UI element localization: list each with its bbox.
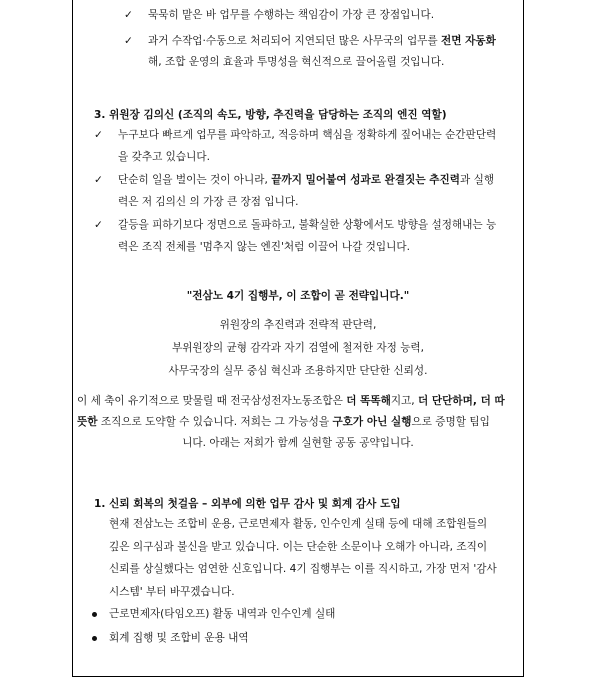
check-icon: ✓ (124, 9, 133, 21)
slogan-block (73, 289, 523, 378)
sec3-item-2-cont: 력은 저 김의신 의 가장 큰 장점 입니다. (118, 196, 299, 208)
section-heading-3: 3. 위원장 김의신 (조직의 속도, 방향, 추진력을 담당하는 조직의 엔진 역할) (94, 109, 447, 121)
sec3-item-3-cont: 력은 조직 전체를 '멈추지 않는 엔진'처럼 이끌어 나갈 것입니다. (118, 241, 410, 253)
pledge-body-line-1: 현재 전삼노는 조합비 운용, 근로면제자 활동, 인수인계 실태 등에 대해 조합원들의 (109, 518, 488, 530)
check-item-2-cont: 해, 조합 운영의 효율과 투명성을 혁신적으로 끌어올릴 것입니다. (148, 56, 445, 68)
sec3-item-1-cont: 을 갖추고 있습니다. (118, 151, 210, 163)
slogan-line-1: 위원장의 추진력과 전략적 판단력, (219, 319, 377, 331)
pledge-body-line-4: 시스템' 부터 바꾸겠습니다. (109, 586, 235, 598)
pledge-body-line-2: 깊은 의구심과 불신을 받고 있습니다. 이는 단순한 소문이나 오해가 아니라, 조직이 (109, 541, 488, 553)
check-icon: ✓ (94, 219, 103, 231)
sec3-item-2: 단순히 일을 벌이는 것이 아니라, 끝까지 밀어붙여 성과로 완결짓는 추진력과 실행 (118, 174, 495, 186)
intro-line-2: 뜻한 조직으로 도약할 수 있습니다. 저희는 그 가능성을 구호가 아닌 실행으로 증명할 팀입 (77, 416, 490, 428)
check-icon: ✓ (124, 35, 133, 47)
intro-line-1: 이 세 축이 유기적으로 맞물릴 때 전국삼성전자노동조합은 더 똑똑해지고, 더 단단하며, 더 따 (77, 395, 505, 407)
sec3-item-3: 갈등을 피하기보다 정면으로 돌파하고, 불확실한 상황에서도 방향을 설정해내는 능 (118, 219, 497, 231)
pledge-bullet-2: 회계 집행 및 조합비 운용 내역 (109, 632, 249, 644)
pledge-body-line-3: 신뢰를 상실했다는 엄연한 신호입니다. 4기 집행부는 이를 직시하고, 가장 먼저 '감사 (109, 563, 497, 575)
bullet-icon (92, 636, 97, 641)
slogan-line-2: 부위원장의 균형 감각과 자기 검열에 철저한 자정 능력, (171, 342, 425, 354)
bullet-icon (92, 612, 97, 617)
intro-line-3: 니다. 아래는 저희가 함께 실현할 공동 공약입니다. (182, 437, 414, 449)
pledge-heading-1: 1. 신뢰 회복의 첫걸음 – 외부에 의한 업무 감사 및 회계 감사 도입 (94, 498, 401, 510)
check-icon: ✓ (94, 129, 103, 141)
pledge-bullet-1: 근로면제자(타임오프) 활동 내역과 인수인계 실태 (109, 608, 336, 620)
check-icon: ✓ (94, 174, 103, 186)
slogan-line-3: 사무국장의 실무 중심 혁신과 조용하지만 단단한 신뢰성. (168, 365, 428, 377)
check-item-1: 묵묵히 맡은 바 업무를 수행하는 책임감이 가장 큰 장점입니다. (148, 9, 435, 21)
check-item-2: 과거 수작업·수동으로 처리되어 지연되던 많은 사무국의 업무를 전면 자동화 (148, 35, 496, 47)
sec3-item-1: 누구보다 빠르게 업무를 파악하고, 적응하며 핵심을 정확하게 짚어내는 순간판단력 (118, 129, 497, 141)
slogan-title: "전삼노 4기 집행부, 이 조합이 곧 전략입니다." (186, 290, 410, 302)
